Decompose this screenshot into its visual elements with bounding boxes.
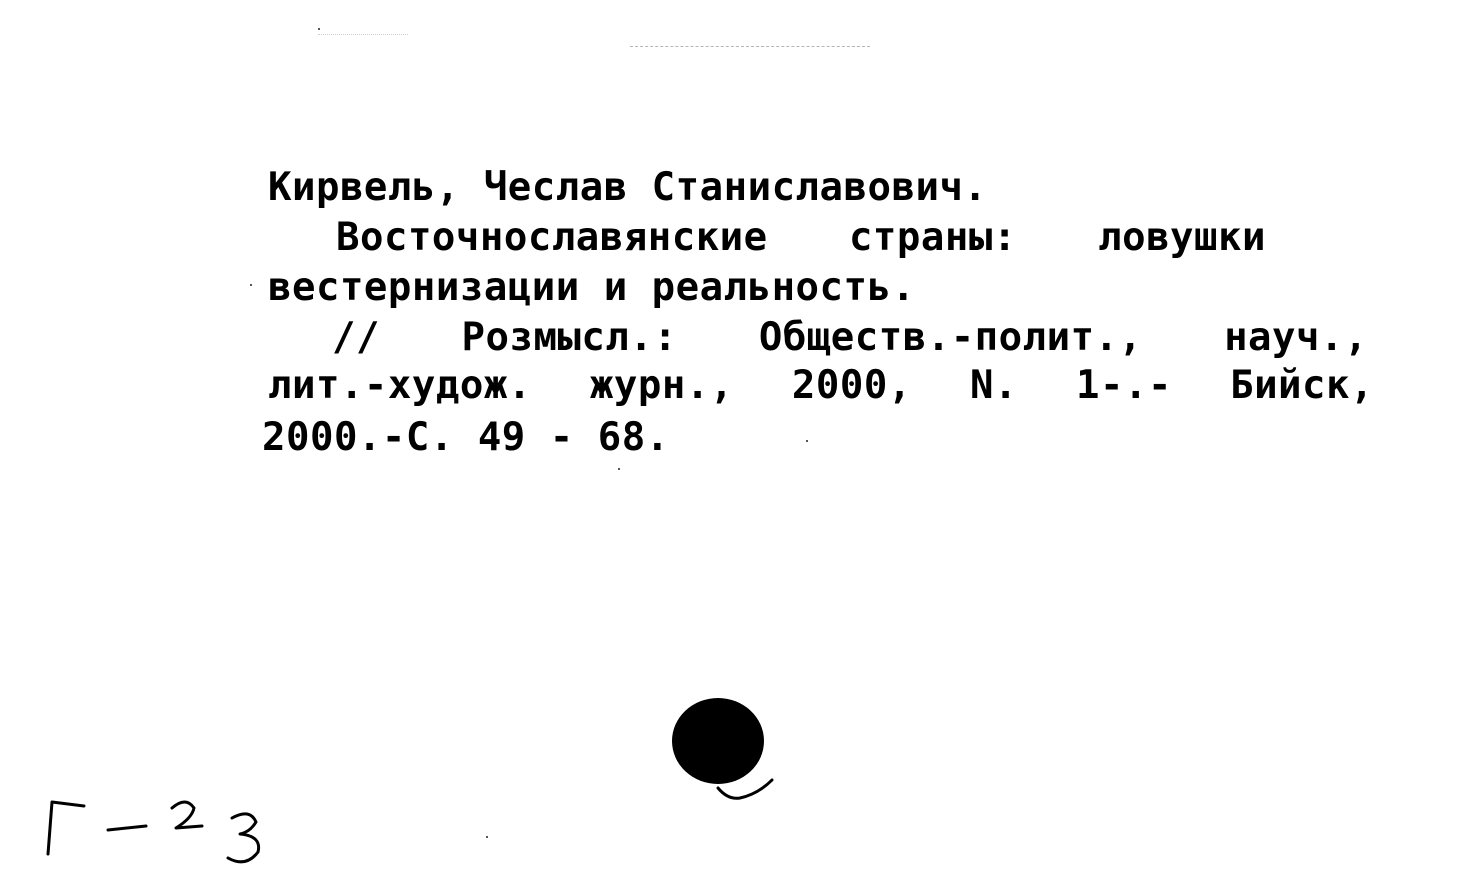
author-heading: Кирвель, Чеслав Станиславович. xyxy=(268,165,988,210)
source-word: 1-.- xyxy=(1076,363,1172,408)
scan-artifact-line xyxy=(318,34,408,35)
source-word: лит.-худож. xyxy=(268,363,532,408)
source-line-1 xyxy=(332,316,1368,360)
title-line-2: вестернизации и реальность. xyxy=(268,265,916,310)
title-word: ловушки xyxy=(1098,215,1266,260)
scan-speck xyxy=(250,284,252,286)
scan-speck xyxy=(806,440,808,442)
source-word: // xyxy=(332,315,380,360)
source-word: 2000, xyxy=(791,363,912,408)
scan-artifact-line xyxy=(630,46,870,47)
scan-speck xyxy=(486,836,488,838)
source-word: Обществ.-полит., xyxy=(758,315,1143,360)
source-word: N. xyxy=(969,363,1018,408)
check-mark-icon xyxy=(714,774,778,806)
title-word: страны: xyxy=(848,215,1017,260)
punch-hole xyxy=(672,698,764,784)
source-word: Бийск, xyxy=(1230,363,1374,408)
source-line-2 xyxy=(268,364,1374,408)
source-word: Розмысл.: xyxy=(461,315,678,360)
scan-speck xyxy=(318,28,320,30)
title-line-1 xyxy=(336,216,1266,260)
source-line-3: 2000.-С. 49 - 68. xyxy=(262,415,670,460)
source-word: науч., xyxy=(1224,315,1368,360)
handwritten-shelf-mark xyxy=(36,796,286,872)
source-word: журн., xyxy=(589,363,734,408)
title-word: Восточнославянские xyxy=(336,215,768,260)
scan-speck xyxy=(618,468,620,470)
